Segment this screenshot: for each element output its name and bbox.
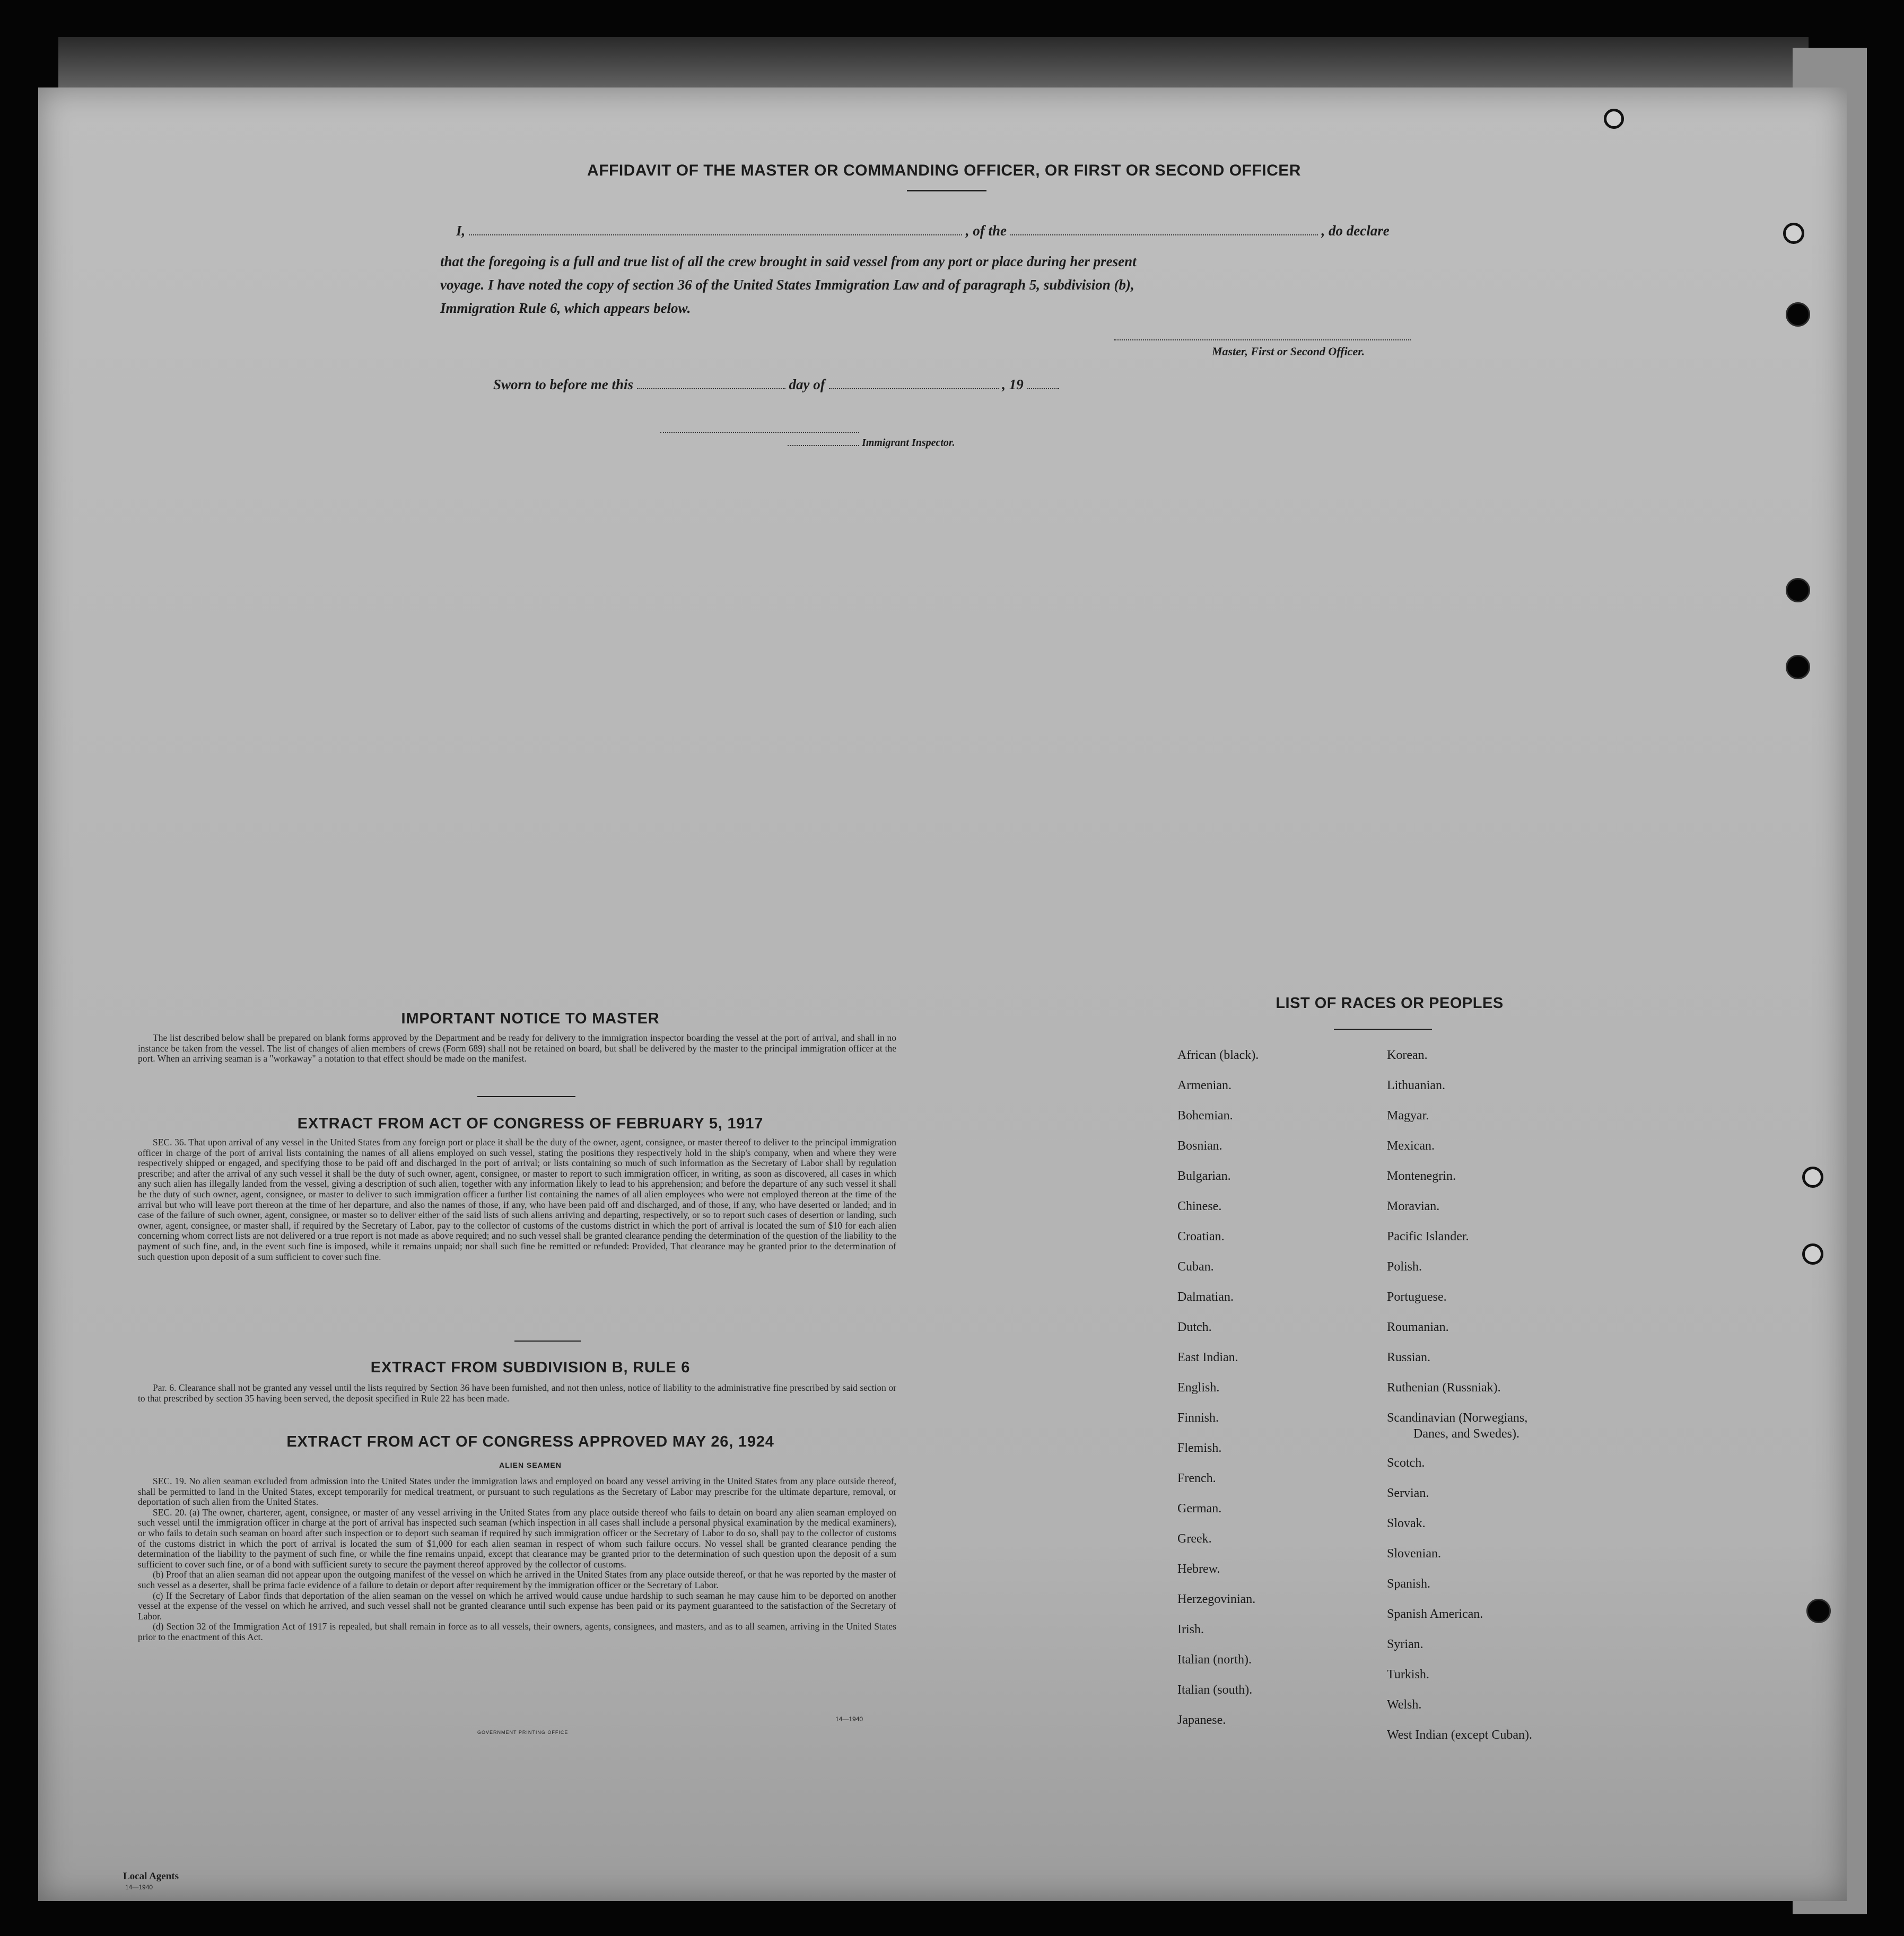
master-signature-line[interactable]	[1114, 339, 1411, 340]
punch-hole	[1786, 578, 1810, 602]
section-20d-paragraph: (d) Section 32 of the Immigration Act of 1917 is repealed, but shall remain in force as to all vessels, their owners, agents, consignees, and masters, and as to all seamen, arriving in the United States prior to the enactment of this Act.	[138, 1621, 896, 1642]
affidavit-declare: , do declare	[1321, 223, 1390, 239]
affidavit-title: AFFIDAVIT OF THE MASTER OR COMMANDING OFFICER, OR FIRST OR SECOND OFFICER	[587, 162, 1301, 179]
name-blank-field[interactable]	[469, 234, 962, 235]
punch-hole	[1786, 302, 1810, 327]
race-item: Polish.	[1387, 1260, 1422, 1274]
race-item: Hebrew.	[1177, 1562, 1220, 1576]
sworn-label: Sworn to before me this	[493, 376, 634, 392]
divider	[1334, 1029, 1432, 1030]
race-item: Scandinavian (Norwegians,	[1387, 1411, 1528, 1425]
race-item: Ruthenian (Russniak).	[1387, 1381, 1501, 1395]
race-item: Bosnian.	[1177, 1139, 1222, 1153]
race-item: Servian.	[1387, 1486, 1429, 1500]
punch-hole	[1786, 655, 1810, 679]
inspector-label	[788, 437, 955, 449]
inspector-leader	[788, 445, 859, 446]
race-item: Bohemian.	[1177, 1109, 1233, 1123]
form-number: 14—1940	[835, 1715, 863, 1723]
race-item: Portuguese.	[1387, 1290, 1447, 1304]
divider	[477, 1096, 575, 1097]
divider	[514, 1341, 581, 1342]
race-item: Mexican.	[1387, 1139, 1435, 1153]
race-item: Russian.	[1387, 1351, 1431, 1364]
race-item: West Indian (except Cuban).	[1387, 1728, 1532, 1742]
race-item: Korean.	[1387, 1048, 1428, 1062]
notice-title: IMPORTANT NOTICE TO MASTER	[401, 1010, 660, 1027]
affidavit-of-the: , of the	[965, 223, 1007, 239]
races-title: LIST OF RACES OR PEOPLES	[1276, 995, 1504, 1012]
affidavit-line-1	[456, 223, 1390, 239]
race-item: Chinese.	[1177, 1199, 1222, 1213]
race-item: Moravian.	[1387, 1199, 1440, 1213]
extract-1924-body	[138, 1476, 896, 1643]
notice-paragraph: The list described below shall be prepared on blank forms approved by the Department and be ready for delivery to the immigration inspector boarding the vessel at the port of arrival, and shall in no instance be taken from the vessel. The list of changes of alien members of crews (Form 689) shall not be retained on board, but shall be delivered by the master to the principal immigration officer at the port. When an arriving seaman is a "workaway" a notation to that effect should be made on the manifest.	[138, 1032, 896, 1064]
race-item: Flemish.	[1177, 1441, 1222, 1455]
race-item: Italian (south).	[1177, 1683, 1253, 1697]
sworn-line	[493, 376, 1059, 393]
section-36-paragraph: SEC. 36. That upon arrival of any vessel in the United States from any foreign port or place it shall be the duty of the owner, agent, consignee, or master thereof to deliver to the principal immigration officer in charge of the port of arrival lists containing the names of all aliens employed on such vessel, stating the positions they respectively hold in the ship's company, when and where they were respectively shipped or engaged, and specifying those to be paid off and discharged in the port of arrival; or lists containing so much of such information as the Secretary of Labor shall by regulation prescribe; and after the arrival of any such vessel it shall be the duty of such owner, agent, consignee, or master to report to such immigration officer, in writing, as soon as discovered, all cases in which any such alien has illegally landed from the vessel, giving a description of such alien, together with any information likely to lead to his apprehension; and before the departure of any such vessel it shall be the duty of such owner, agent, consignee, or master to deliver to such immigration officer a further list containing the names of all alien employees who were not employed thereon at the time of the arrival but who will leave port thereon at the time of her departure, and also the names of those, if any, who have been paid off and discharged, and of those, if any, who have deserted or landed; and in case of the failure of such owner, agent, consignee, or master so to deliver either of the said lists of such aliens arriving and departing, respectively, or so to report such cases of desertion or landing, such owner, agent, consignee, or master shall, if required by the Secretary of Labor, pay to the collector of customs of the customs district in which the port of arrival is located the sum of $10 for each alien concerning whom correct lists are not delivered or a true report is not made as above required; and no such vessel shall be granted clearance pending the determination of the question of the liability to the payment of such fine, and, in the event such fine is imposed, while it remains unpaid; nor shall such fine be remitted or refunded: Provided, That clearance may be granted prior to the determination of such question upon deposit of a sum sufficient to cover such fine.	[138, 1137, 896, 1262]
punch-hole	[1802, 1167, 1823, 1188]
race-item: Syrian.	[1387, 1637, 1423, 1651]
printer-imprint: GOVERNMENT PRINTING OFFICE	[477, 1730, 569, 1735]
race-item: Welsh.	[1387, 1698, 1422, 1712]
race-item: Armenian.	[1177, 1079, 1232, 1092]
race-item: Roumanian.	[1387, 1320, 1449, 1334]
master-label: Master, First or Second Officer.	[1212, 345, 1365, 358]
race-item: Croatian.	[1177, 1230, 1225, 1243]
page-top-edge	[58, 37, 1809, 95]
race-item: Bulgarian.	[1177, 1169, 1231, 1183]
rule-6-body	[138, 1383, 896, 1404]
day-of-label: day of	[789, 376, 825, 392]
inspector-label-text: Immigrant Inspector.	[862, 437, 955, 449]
sworn-year-field[interactable]	[1027, 388, 1059, 389]
local-agents-label: Local Agents	[123, 1871, 179, 1882]
extract-1917-title: EXTRACT FROM ACT OF CONGRESS OF FEBRUARY 5, 1917	[297, 1115, 764, 1132]
footer-form-number: 14—1940	[125, 1884, 153, 1891]
race-item: Italian (north).	[1177, 1653, 1252, 1667]
notice-body	[138, 1033, 896, 1064]
race-item: Danes, and Swedes).	[1413, 1427, 1519, 1441]
affidavit-line-2: that the foregoing is a full and true list of all the crew brought in said vessel from any port or place during her present	[440, 253, 1137, 269]
section-20a-paragraph: SEC. 20. (a) The owner, charterer, agent, consignee, or master of any vessel arriving in the United States from any place outside thereof who fails to detain on board any alien seaman employed on such vessel until the immigration officer in charge at the port of arrival has inspected such seaman (which inspection in all cases shall include a personal physical examination by the medical examiners), or who fails to detain such seaman on board after such inspection or to deport such seaman if required by such immigration officer or the Secretary of Labor to do so, shall pay to the collector of customs of the customs district in which the port of arrival is located the sum of $1,000 for each alien seaman in respect of whom such failure occurs. No vessel shall be granted clearance pending the determination of the liability to the payment of such fine, or while the fine remains unpaid, except that clearance may be granted prior to the determination of such question upon the deposit of a sum sufficient to cover such fine, or of a bond with sufficient surety to secure the payment thereof approved by the collector of customs.	[138, 1506, 896, 1570]
sworn-day-field[interactable]	[637, 388, 785, 389]
year-label: , 19	[1002, 376, 1024, 392]
race-item: African (black).	[1177, 1048, 1259, 1062]
affidavit-i: I,	[456, 223, 466, 239]
race-item: Cuban.	[1177, 1260, 1214, 1274]
race-item: Magyar.	[1387, 1109, 1429, 1123]
race-item: Slovak.	[1387, 1517, 1426, 1530]
extract-1917-body	[138, 1137, 896, 1262]
race-item: English.	[1177, 1381, 1220, 1395]
rule-6-paragraph: Par. 6. Clearance shall not be granted any vessel until the lists required by Section 36 have been furnished, and not then unless, notice of liability to the administrative fine prescribed by said section or to that prescribed by section 35 having been served, the deposit specified in Rule 22 has been made.	[138, 1382, 896, 1404]
race-item: Spanish.	[1387, 1577, 1431, 1591]
race-item: Spanish American.	[1387, 1607, 1483, 1621]
punch-hole	[1802, 1243, 1823, 1265]
punch-hole	[1806, 1599, 1831, 1623]
race-item: French.	[1177, 1471, 1216, 1485]
punch-hole	[1783, 223, 1804, 244]
affidavit-line-3: voyage. I have noted the copy of section 36 of the United States Immigration Law and of paragraph 5, subdivision (b),	[440, 277, 1134, 293]
race-item: Montenegrin.	[1387, 1169, 1456, 1183]
inspector-signature-line[interactable]	[660, 432, 859, 433]
sworn-month-field[interactable]	[829, 388, 999, 389]
race-item: Finnish.	[1177, 1411, 1219, 1425]
title-underline	[907, 190, 986, 191]
race-item: Scotch.	[1387, 1456, 1425, 1470]
section-19-paragraph: SEC. 19. No alien seaman excluded from admission into the United States under the immigration laws and employed on board any vessel arriving in the United States from any place outside thereof, shall be permitted to land in the United States, except temporarily for medical treatment, or pursuant to such regulations as the Secretary of Labor may prescribe for the ultimate departure, removal, or deportation of such alien from the United States.	[138, 1476, 896, 1508]
race-item: East Indian.	[1177, 1351, 1238, 1364]
alien-seamen-heading: ALIEN SEAMEN	[499, 1461, 562, 1469]
affidavit-line-4: Immigration Rule 6, which appears below.	[440, 300, 691, 316]
section-20c-paragraph: (c) If the Secretary of Labor finds that deportation of the alien seaman on the vessel on which he arrived would cause undue hardship to such seaman he may cause him to be deported on another vessel at the expense of the vessel on which he arrived, and such vessel shall not be granted clearance until such expense has been paid or its payment guaranteed to the satisfaction of the Secretary of Labor.	[138, 1590, 896, 1622]
punch-hole	[1604, 109, 1624, 129]
race-item: Slovenian.	[1387, 1547, 1441, 1561]
section-20b-paragraph: (b) Proof that an alien seaman did not appear upon the outgoing manifest of the vessel on which he arrived in the United States from any place outside thereof, or that he was reported by the master of such vessel as a deserter, shall be prima facie evidence of a failure to detain or deport after requirement by the immigration officer or the Secretary of Labor.	[138, 1569, 896, 1590]
race-item: Herzegovinian.	[1177, 1592, 1256, 1606]
race-item: Turkish.	[1387, 1668, 1429, 1681]
rule-6-title: EXTRACT FROM SUBDIVISION B, RULE 6	[370, 1359, 691, 1376]
race-item: German.	[1177, 1502, 1222, 1515]
race-item: Dalmatian.	[1177, 1290, 1234, 1304]
race-item: Irish.	[1177, 1623, 1204, 1636]
extract-1924-title: EXTRACT FROM ACT OF CONGRESS APPROVED MAY 26, 1924	[286, 1433, 774, 1450]
race-item: Dutch.	[1177, 1320, 1212, 1334]
vessel-blank-field[interactable]	[1010, 234, 1318, 235]
race-item: Greek.	[1177, 1532, 1212, 1546]
race-item: Pacific Islander.	[1387, 1230, 1469, 1243]
race-item: Japanese.	[1177, 1713, 1226, 1727]
race-item: Lithuanian.	[1387, 1079, 1445, 1092]
